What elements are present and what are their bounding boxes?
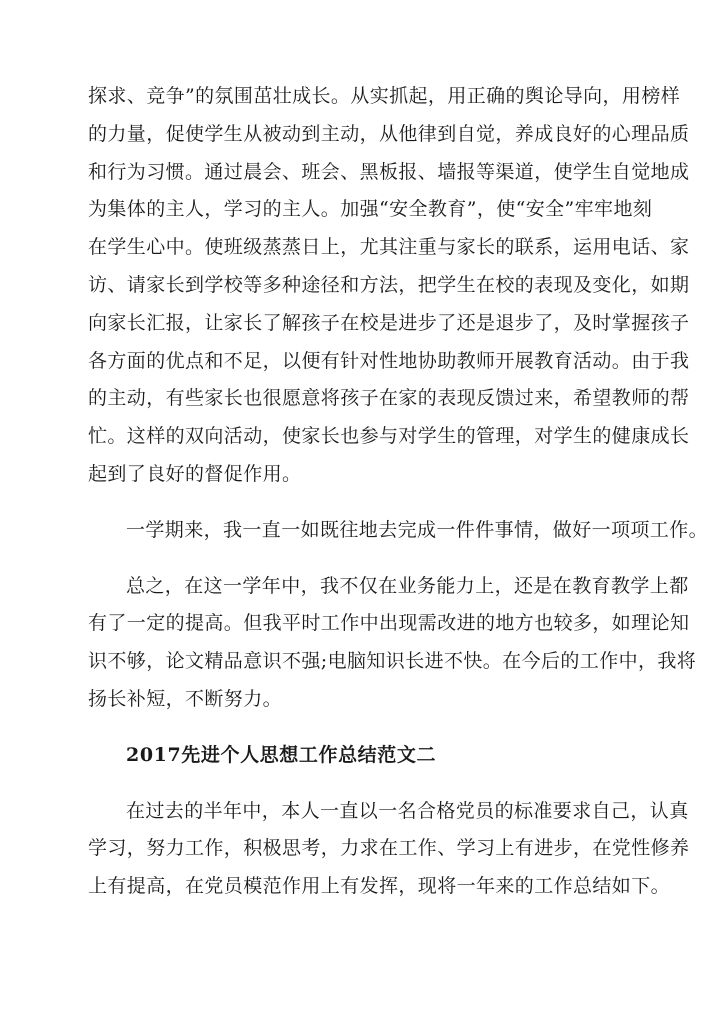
text-line: 在过去的半年中，本人一直以一名合格党员的标准要求自己，认真 — [126, 799, 689, 822]
text-line: 一学期来，我一直一如既往地去完成一件件事情，做好一项项工作。 — [126, 518, 709, 541]
text-line: 扬长补短，不断努力。 — [88, 687, 283, 710]
paragraph-semester — [88, 512, 709, 550]
text-line: 有了一定的提高。但我平时工作中出现需改进的地方也较多，如理论知 — [88, 612, 690, 635]
text-line: 和行为习惯。通过晨会、班会、黑板报、墙报等渠道，使学生自觉地成 — [88, 160, 690, 183]
paragraph-intro — [88, 793, 690, 906]
heading-text: 2017先进个人思想工作总结范文二 — [126, 743, 437, 766]
text-line: 为集体的主人，学习的主人。加强“安全教育”，使“安全”牢牢地刻 — [88, 198, 653, 221]
text-line: 起到了良好的督促作用。 — [88, 462, 302, 485]
text-line: 学习，努力工作，积极思考，力求在工作、学习上有进步，在党性修养 — [88, 837, 690, 860]
text-line: 访、请家长到学校等多种途径和方法，把学生在校的表现及变化，如期 — [88, 273, 690, 296]
text-line: 总之，在这一学年中，我不仅在业务能力上，还是在教育教学上都 — [126, 574, 689, 597]
text-line: 的主动，有些家长也很愿意将孩子在家的表现反馈过来，希望教师的帮 — [88, 387, 690, 410]
paragraph-class-management — [88, 78, 690, 494]
text-line: 探求、竞争”的氛围茁壮成长。从实抓起，用正确的舆论导向，用榜样 — [88, 85, 681, 107]
text-line: 在学生心中。使班级蒸蒸日上，尤其注重与家长的联系，运用电话、家 — [88, 236, 690, 259]
text-line: 识不够，论文精品意识不强;电脑知识长进不快。在今后的工作中，我将 — [88, 650, 697, 673]
text-line: 各方面的优点和不足，以便有针对性地协助教师开展教育活动。由于我 — [88, 349, 690, 372]
text-line: 忙。这样的双向活动，使家长也参与对学生的管理，对学生的健康成长 — [88, 425, 690, 448]
text-line: 上有提高，在党员模范作用上有发挥，现将一年来的工作总结如下。 — [88, 875, 671, 898]
text-line: 的力量，促使学生从被动到主动，从他律到自觉，养成良好的心理品质 — [88, 122, 690, 145]
section-heading — [88, 737, 632, 775]
text-line: 向家长汇报，让家长了解孩子在校是进步了还是退步了，及时掌握孩子 — [88, 311, 690, 334]
paragraph-summary — [88, 568, 697, 719]
